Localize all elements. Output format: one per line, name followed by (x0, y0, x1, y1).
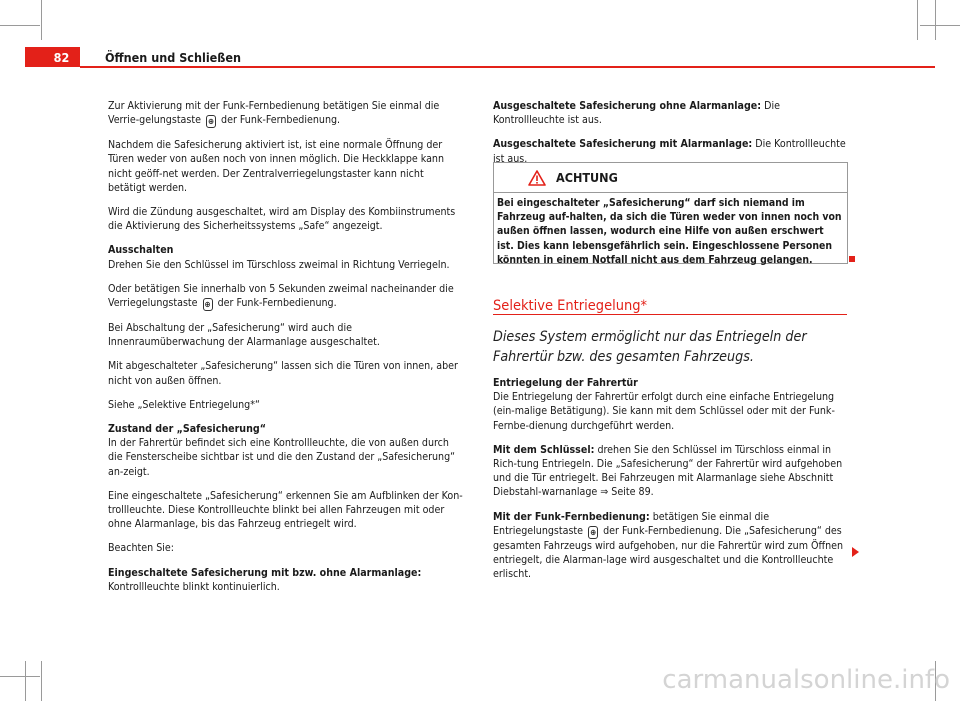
paragraph: Die Entriegelung der Fahrertür erfolgt durch eine einfache Entriegelung (ein-malige Betätigung). Sie kann mit dem Schlüssel oder mit der Funk-Fernbe-dienung durchgeführt werden. (493, 391, 835, 432)
subheading-zustand: Zustand der „Safesicherung“ (108, 423, 266, 436)
paragraph: Beachten Sie: (108, 542, 174, 555)
crop-mark (0, 676, 40, 677)
paragraph: Nachdem die Safesicherung aktiviert ist, ist eine normale Öffnung der Türen weder von außen noch von innen möglich. Die Heckklappe kann nicht geöff-net werden. Der Zentralverriegelungstaster kann nicht betätigt werden. (108, 139, 445, 194)
page-number: 82 (25, 47, 80, 67)
paragraph: Mit abgeschalteter „Safesicherung“ lassen sich die Türen von innen, aber nicht von außen öffnen. (108, 360, 458, 387)
continue-arrow-icon (852, 547, 859, 557)
warning-triangle-icon (528, 170, 546, 186)
paragraph: Ausgeschaltete Safesicherung mit Alarmanlage: Die Kontrollleuchte ist aus. (493, 138, 846, 165)
right-column-bottom (493, 376, 847, 591)
crop-mark (25, 661, 26, 701)
paragraph: Wird die Zündung ausgeschaltet, wird am Display des Kombiinstruments die Aktivierung des Sicherheitssystems „Safe“ angezeigt. (108, 206, 456, 233)
paragraph: Bei Abschaltung der „Safesicherung“ wird auch die Innenraumüberwachung der Alarmanlage ausgeschaltet. (108, 322, 380, 349)
header-rule (80, 66, 935, 68)
paragraph: In der Fahrertür befindet sich eine Kontrollleuchte, die von außen durch die Fensterscheibe sichtbar ist und die den Zustand der „Safesicherung“ an-zeigt. (108, 437, 456, 478)
unlock-key-icon: ⊕ (590, 527, 597, 537)
section-end-marker (849, 256, 855, 262)
paragraph: Mit der Funk-Fernbedienung: betätigen Sie einmal die Entriegelungstaste ⊕ der Funk-Fernbedienung. Die „Safesicherung“ des gesamten Fahrzeugs wird aufgehoben, nur die Fahrertür wird zum Öffnen entriegelt, die Alarman-lage wird ausgeschaltet und die Kontrollleuchte erlischt. (493, 510, 844, 581)
left-column (108, 99, 464, 604)
paragraph: Eingeschaltete Safesicherung mit bzw. ohne Alarmanlage: Kontrollleuchte blinkt kontinuierlich. (108, 566, 422, 593)
crop-mark (41, 661, 42, 701)
paragraph: Siehe „Selektive Entriegelung*“ (108, 398, 260, 411)
warning-text: Bei eingeschalteter „Safesicherung“ darf sich niemand im Fahrzeug auf-halten, da sich die Türen weder von innen noch von außen öffnen lassen, wodurch eine Hilfe von außen erschwert ist. Dies kann lebensgefährlich sein. Eingeschlossene Personen könnten in einem Notfall nicht aus dem Fahrzeug gelangen. (497, 197, 842, 266)
chapter-title: Öffnen und Schließen (105, 50, 242, 65)
page-header (25, 47, 935, 67)
crop-mark (935, 0, 936, 40)
paragraph: Drehen Sie den Schlüssel im Türschloss zweimal in Richtung Verriegeln. (108, 258, 450, 271)
lock-key-icon: ⊕ (208, 117, 215, 127)
paragraph: Eine eingeschaltete „Safesicherung“ erkennen Sie am Aufblinken der Kon-trollleuchte. Diese Kontrollleuchte blinkt bei allen Fahrzeugen mit oder ohne Alarmanlage, bis das Fahrzeug entriegelt wird. (108, 489, 463, 531)
section-rule (493, 314, 847, 315)
section-intro: Dieses System ermöglicht nur das Entriegeln der Fahrertür bzw. des gesamten Fahrzeugs. (493, 329, 807, 365)
crop-mark (41, 0, 42, 40)
crop-mark (917, 0, 918, 40)
crop-mark (0, 25, 40, 26)
paragraph: Zur Aktivierung mit der Funk-Fernbedienung betätigen Sie einmal die Verrie-gelungstaste ⊕ der Funk-Fernbedienung. (108, 100, 440, 127)
section-title: Selektive Entriegelung* (493, 298, 648, 314)
paragraph: Ausgeschaltete Safesicherung ohne Alarmanlage: Die Kontrollleuchte ist aus. (493, 100, 780, 127)
warning-box (493, 162, 848, 264)
paragraph: Oder betätigen Sie innerhalb von 5 Sekunden zweimal nacheinander die Verriegelungstaste ⊕ der Funk-Fernbedienung. (108, 282, 454, 310)
subheading-ausschalten: Ausschalten (108, 244, 174, 257)
crop-mark (920, 25, 960, 26)
warning-title: ACHTUNG (556, 170, 618, 185)
paragraph: Mit dem Schlüssel: drehen Sie den Schlüssel im Türschloss einmal in Rich-tung Entriegeln. Die „Safesicherung“ der Fahrertür wird aufgehoben und die Tür entriegelt. Bei Fahrzeugen mit Alarmanlage siehe Abschnitt Diebstahl-warnanlage ⇒ Seite 89. (493, 443, 843, 499)
watermark: carmanualsonline.info (662, 665, 950, 695)
lock-key-icon: ⊕ (204, 300, 211, 310)
warning-header (494, 163, 847, 193)
subheading-fahrertuer: Entriegelung der Fahrertür (493, 377, 638, 389)
